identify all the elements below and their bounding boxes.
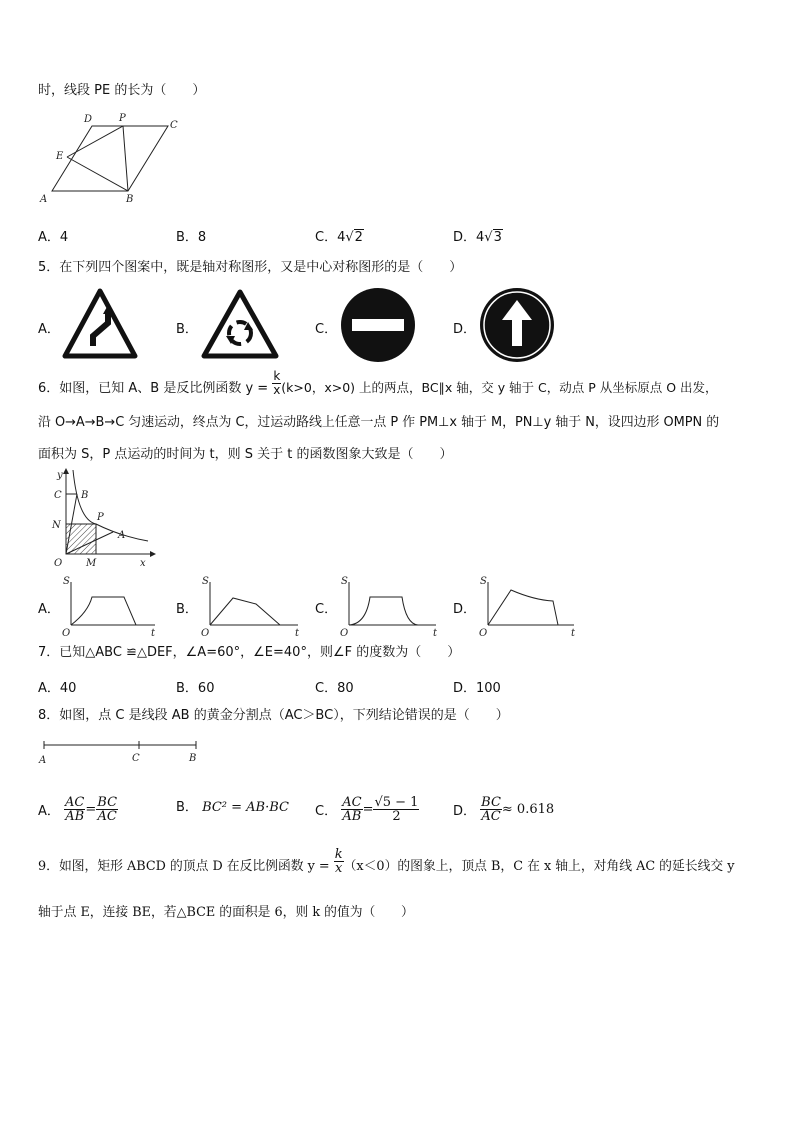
q7-stem: 7．已知△ABC ≌△DEF，∠A=60°，∠E=40°，则∠F 的度数为（ ） [38,645,461,660]
q6-line2: 沿 O→A→B→C 匀速运动，终点为 C，过运动路线上任意一点 P 作 PM⊥x 轴于 M，PN⊥y 轴于 N，设四边形 OMPN 的 [38,415,720,430]
q6-graph-a-s: S [63,576,70,587]
q6-label-m: M [86,558,97,569]
q8-a-frac2-num: BC [97,795,118,810]
q5-stem: 5．在下列四个图案中，既是轴对称图形，又是中心对称图形的是（ ） [38,260,463,275]
q4-label-d: D [84,114,93,125]
q8-option-b-letter: B． [176,800,198,815]
q9-line1 [38,847,735,876]
q6-label-n: N [52,520,61,531]
q8-c-frac2-num: √5 − 1 [374,795,419,810]
q6-option-c-label[interactable]: C． [315,602,338,617]
q6-graph-a-o: O [62,628,71,639]
q8-a-frac2-den: AC [97,809,117,824]
q8-c-eq: = [362,802,374,817]
q6-option-b-label[interactable]: B． [176,602,198,617]
q8-d-frac-num: BC [481,795,501,810]
q8-option-c-letter: C． [315,804,338,819]
q6-graph-c-s: S [341,576,348,587]
q4-option-c-radicand: 2 [354,230,363,245]
q6-graph-b-o: O [201,628,210,639]
q8-option-b[interactable] [176,796,289,815]
q6-label-b: B [81,490,89,501]
q6-line1-post: (k>0，x>0) 上的两点，BC∥x 轴，交 y 轴于 C，动点 P 从坐标原点 O 出发， [281,380,718,395]
q4-option-a[interactable]: A．4 [38,230,69,245]
q6-graph-b-t: t [295,628,300,639]
q9-line2: 轴于点 E，连接 BE，若△BCE 的面积是 6，则 k 的值为（ ） [38,905,414,920]
q4-label-e: E [56,151,64,162]
q6-graph-d-s: S [480,576,487,587]
q6-label-p: P [97,512,104,523]
q8-option-a-letter: A． [38,804,60,819]
q8-d-frac-den: AC [481,809,501,824]
q6-graph-b-s: S [202,576,209,587]
q8-a-frac2 [96,796,118,823]
q6-label-o: O [54,558,63,569]
q5-option-a-label[interactable]: A． [38,322,60,337]
q8-option-a[interactable] [38,796,118,823]
q8-b-expr: BC² = AB·BC [202,800,289,815]
q6-graph-d-t: t [571,628,576,639]
q6-label-x: x [140,558,146,569]
q6-label-a: A [118,530,126,541]
q8-c-frac1-den: AB [342,809,362,824]
q6-label-c: C [54,490,62,501]
sqrt-icon: √ [484,230,493,245]
q8-c-frac2-den: 2 [392,809,401,824]
q6-line1-pre: 6．如图，已知 A、B 是反比例函数 y = [38,381,269,396]
q6-label-y: y [57,470,63,481]
q7-option-c[interactable]: C．80 [315,681,354,696]
q8-label-c: C [132,753,140,764]
q6-fraction-num: k [273,369,281,383]
q6-option-a-label[interactable]: A． [38,602,60,617]
q5-option-d-label[interactable]: D． [453,322,477,337]
q4-option-b[interactable]: B．8 [176,230,207,245]
q4-option-d-prefix: D．4 [453,230,485,245]
q8-option-d-letter: D． [453,804,477,819]
q8-label-b: B [189,753,197,764]
q6-graph-d-o: O [479,628,488,639]
q7-option-a[interactable]: A．40 [38,681,77,696]
q4-label-a: A [40,194,48,205]
q8-d-approx: ≈ 0.618 [501,802,555,817]
q8-a-frac1 [64,796,85,823]
q8-option-c[interactable] [315,796,419,823]
q4-label-b: B [126,194,134,205]
q8-label-a: A [39,755,47,766]
q4-option-c-prefix: C．4 [315,230,346,245]
q5-option-b-label[interactable]: B． [176,322,198,337]
q4-label-c: C [170,120,178,131]
q7-option-d[interactable]: D．100 [453,681,501,696]
q8-c-frac1-num: AC [342,795,362,810]
sqrt-icon: √ [345,230,354,245]
q8-c-frac2 [373,796,419,823]
q9-line1-post: （x＜0）的图象上，顶点 B，C 在 x 轴上，对角线 AC 的延长线交 y [343,859,735,874]
q4-option-d-radicand: 3 [493,230,502,245]
q4-stem-tail: 时，线段 PE 的长为（ ） [38,83,206,98]
q6-graph-a-t: t [151,628,156,639]
q9-line1-pre: 9．如图，矩形 ABCD 的顶点 D 在反比例函数 y = [38,859,330,874]
q6-graph-c-t: t [433,628,438,639]
q6-line3: 面积为 S，P 点运动的时间为 t，则 S 关于 t 的函数图象大致是（ ） [38,447,453,462]
q8-a-frac1-num: AC [65,795,85,810]
q7-option-b[interactable]: B．60 [176,681,215,696]
q6-graph-c-o: O [340,628,349,639]
q9-fraction-num: k [334,847,343,862]
q8-a-eq: = [85,802,97,817]
q9-fraction [334,848,344,875]
q8-c-frac1 [341,796,362,823]
q4-label-p: P [119,113,126,124]
q6-fraction-den: x [273,383,281,397]
q5-option-c-label[interactable]: C． [315,322,338,337]
q8-option-d[interactable] [453,796,554,823]
q6-option-d-label[interactable]: D． [453,602,477,617]
q8-d-frac [480,796,502,823]
q8-a-frac1-den: AB [65,809,85,824]
q8-stem: 8．如图，点 C 是线段 AB 的黄金分割点（AC＞BC），下列结论错误的是（ ） [38,708,509,723]
q9-fraction-den: x [335,861,343,876]
